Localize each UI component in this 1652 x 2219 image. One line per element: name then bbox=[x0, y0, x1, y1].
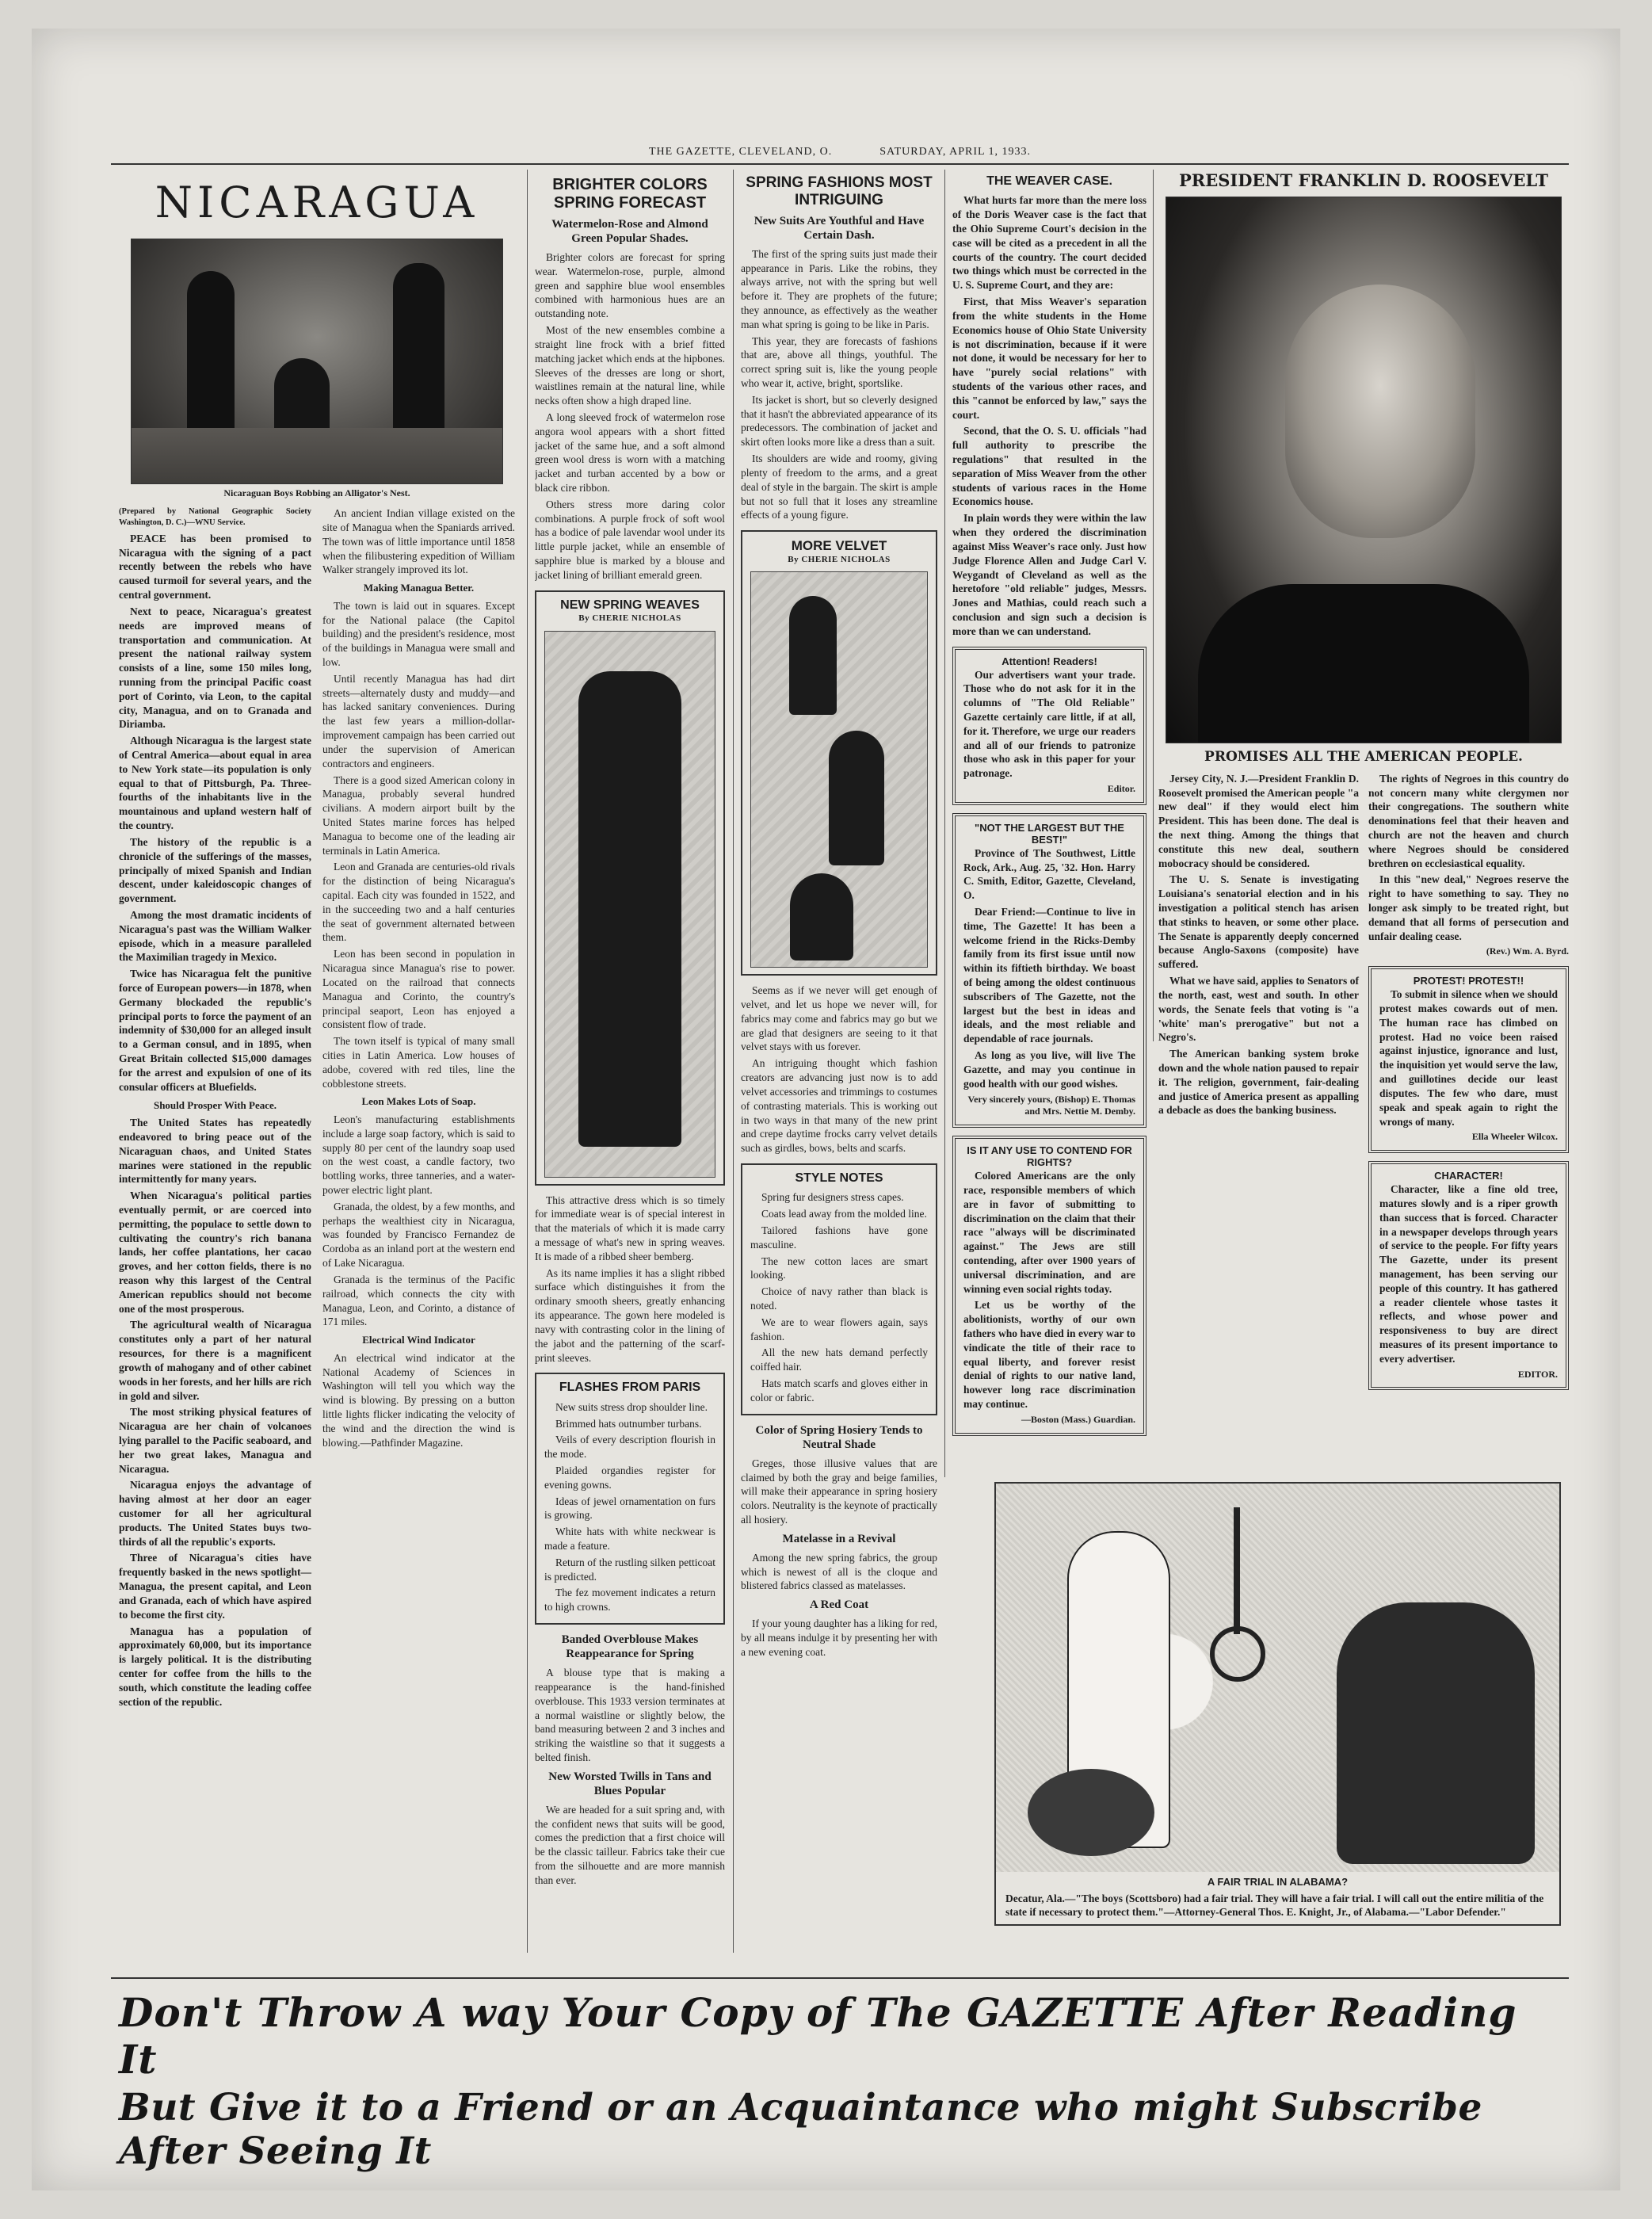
signature: —Boston (Mass.) Guardian. bbox=[1021, 1413, 1135, 1425]
paragraph: If your young daughter has a liking for red, by all means indulge it by presenting her with a new evening coat. bbox=[741, 1617, 937, 1658]
paragraph: First, that Miss Weaver's separation from the white students in the Home Economics house of Ohio State University is not discrimination, because if it were not done, it would be necessary for her to have "purely social relations" with students of the various other races, and this "cannot be enforced by law," says the court. bbox=[952, 296, 1146, 421]
issue-date: SATURDAY, APRIL 1, 1933. bbox=[879, 146, 1032, 158]
paragraph: As its name implies it has a slight ribbed surface which distinguishes it from the ordinary smooth sheers, greatly enhancing its appearance. The gown here modeled is navy with contrasting color in the lining of the jabot and the patterning of the scarf-print sleeves. bbox=[535, 1266, 725, 1364]
dress-illustration bbox=[544, 631, 715, 1178]
list-item: Tailored fashions have gone masculine. bbox=[750, 1224, 928, 1251]
photo-caption: PROMISES ALL THE AMERICAN PEOPLE. bbox=[1204, 749, 1523, 766]
list-item: All the new hats demand perfectly coiffed hair. bbox=[750, 1346, 928, 1373]
paragraph: There is a good sized American colony in Managua, probably several hundred civilians. A modern airport built by the United States marine forces has helped Managua to become one of the leading air terminals in Latin America. bbox=[322, 773, 515, 857]
subhead: Leon Makes Lots of Soap. bbox=[361, 1095, 476, 1108]
nicaragua-article bbox=[119, 170, 515, 1961]
column-rule bbox=[527, 170, 528, 1953]
paragraph: Leon's manufacturing establishments include a large soap factory, which is said to supply 80 per cent of the laundry soap used on the west coast, a candle factory, two bottling works, three tanneries, and a water-power electric light plant. bbox=[322, 1113, 515, 1197]
headline: FLASHES FROM PARIS bbox=[559, 1381, 701, 1395]
list-item: We are to wear flowers again, says fashion. bbox=[750, 1316, 928, 1342]
paragraph: PEACE has been promised to Nicaragua with the signing of a pact recently between the rebels who have caused turmoil for several years, and the central government. bbox=[119, 532, 311, 602]
headline: Attention! Readers! bbox=[1002, 655, 1097, 667]
roosevelt-col-2 bbox=[1368, 772, 1569, 1399]
protest-box bbox=[1368, 966, 1569, 1153]
paragraph: Others stress more daring color combinations. A purple frock of soft wool has a bodice of pale lavendar wool under its little purple jacket, while an ensemble of sapphire blue is marked by a blouse and jacket lining of brilliant emerald green. bbox=[535, 498, 725, 581]
paragraph: Until recently Managua has had dirt streets—alternately dusty and muddy—and has lacked sanitary conveniences. During the last few years a million-dollar-improvement campaign has been carried out under the supervision of American contractors and engineers. bbox=[322, 672, 515, 770]
paragraph: Its jacket is short, but so cleverly designed that it hasn't the abbreviated appearance of its predecessors. The combination of jacket and skirt often looks more like a dress than a suit. bbox=[741, 393, 937, 449]
paragraph: What we have said, applies to Senators of the north, east, west and south. In other words, the Senate feels that voting is "a 'white' man's prerogative" but not a Negro's. bbox=[1158, 975, 1359, 1044]
footer-rule bbox=[111, 1977, 1569, 1979]
list-item: New suits stress drop shoulder line. bbox=[555, 1400, 708, 1413]
paragraph: Seems as if we never will get enough of velvet, and let us hope we never will, for fabrics may come and fabrics may go but we are glad that designers are seeing to it that velvet stays with us forever. bbox=[741, 984, 937, 1053]
list-item: Plaided organdies register for evening gowns. bbox=[544, 1464, 715, 1491]
footer-line-2: But Give it to a Friend or an Acquaintance who might Subscribe After Seeing It bbox=[119, 2086, 1482, 2173]
paragraph: The agricultural wealth of Nicaragua constitutes only a part of her natural resources, for there is a magnificent growth of mahogany and of other cabinet woods in her forests, and her hills are rich in gold and silver. bbox=[119, 1319, 311, 1402]
byline: By CHERIE NICHOLAS bbox=[788, 554, 891, 564]
paragraph: Among the new spring fabrics, the group which is newest of all is the cloque and blistered fabrics classed as matelasses. bbox=[741, 1551, 937, 1592]
paragraph: Three of Nicaragua's cities have frequently basked in the news spotlight—Managua, the present capital, and Leon and Granada, each of which have aspired to become the first city. bbox=[119, 1552, 311, 1621]
signature: EDITOR. bbox=[1517, 1368, 1558, 1380]
paragraph: A blouse type that is making a reappearance is the hand-finished overblouse. This 1933 version terminates at a normal waistline or slightly below, the band measuring between 2 and 3 inches and striking the waistline so that it suggests a belted finish. bbox=[535, 1667, 725, 1763]
paragraph: The U. S. Senate is investigating Louisiana's senatorial election and in his investigation a political stench has arisen that stinks to heaven, or some other place. The Senate is apparently deeply concerned because Anglo-Saxons (composite) have suffered. bbox=[1158, 873, 1359, 971]
headline: "NOT THE LARGEST BUT THE BEST!" bbox=[975, 821, 1124, 846]
paragraph: Let us be worthy of the abolitionists, worthy of our own fathers who have died in every war to vindicate the title of their race to equal liberty, and forever resist denial of rights to our native land, however long race discrimination may continue. bbox=[963, 1299, 1135, 1411]
paragraph: The United States has repeatedly endeavored to bring peace out of the Nicaraguan chaos, and United States marines were stationed in the republic intermittently for many years. bbox=[119, 1117, 311, 1186]
headline: CHARACTER! bbox=[1434, 1170, 1503, 1182]
paragraph: Dear Friend:—Continue to live in time, The Gazette! It has been a welcome friend in the Ricks-Demby family from its first issue until now within its fiftieth birthday. We boast of being among the oldest continuous subscribers of The Gazette, not the largest but the best in ideas and ideals, and the most reliable and dependable of race journals. bbox=[963, 905, 1135, 1045]
paragraph: Nicaragua enjoys the advantage of having almost at her door an eager customer for all her agricultural products. The United States buys two-thirds of all the republic's exports. bbox=[119, 1479, 311, 1548]
list-item: The new cotton laces are smart looking. bbox=[750, 1255, 928, 1281]
column-rule bbox=[1153, 170, 1154, 1041]
fashion-column-left bbox=[535, 170, 725, 1961]
not-largest-box bbox=[952, 813, 1146, 1128]
paragraph: To submit in silence when we should protest makes cowards out of men. The human race has climbed on protest. Had no voice been raised against injustice, ignorance and lust, the inquisition yet would serve the law, and guillotines decide our least disputes. The few who dare, must speak and speak again to right the wrongs of many. bbox=[1379, 988, 1558, 1128]
list-item: Spring fur designers stress capes. bbox=[761, 1191, 904, 1204]
cartoon-mob-figure bbox=[1337, 1602, 1535, 1864]
headline: MORE VELVET bbox=[791, 538, 887, 554]
paragraph: This year, they are forecasts of fashions that are, above all things, youthful. The correct spring suit is, like the young people who wear it, active, bright, sportslike. bbox=[741, 334, 937, 389]
list-item: White hats with white neckwear is made a feature. bbox=[544, 1526, 715, 1553]
paragraph: The town itself is typical of many small cities in Latin America. Low houses of adobe, covered with red tiles, line the cobblestone streets. bbox=[322, 1035, 515, 1090]
paragraph: Granada, the oldest, by a few months, and perhaps the wealthiest city in Nicaragua, was founded by Francisco Fernandez de Cordoba as an inland port at the western end of Lake Nicaragua. bbox=[322, 1200, 515, 1270]
column-rule bbox=[733, 170, 734, 1953]
paragraph: The American banking system broke down and the whole nation paused to repair it. The religion, government, fair-dealing and justice of America present as appalling a debacle as does the banking business. bbox=[1158, 1048, 1359, 1117]
paragraph: Province of The Southwest, Little Rock, Ark., Aug. 25, '32. Hon. Harry C. Smith, Editor, Gazette, Cleveland, O. bbox=[963, 846, 1135, 902]
spring-weaves-box bbox=[535, 590, 725, 1186]
headline: STYLE NOTES bbox=[795, 1171, 883, 1185]
masthead bbox=[111, 146, 1569, 165]
headline: THE WEAVER CASE. bbox=[986, 174, 1112, 188]
list-item: Hats match scarfs and gloves either in color or fabric. bbox=[750, 1377, 928, 1404]
paragraph: An electrical wind indicator at the National Academy of Sciences in Washington will tell you which way the wind is blowing. By pressing on a button little lights flicker indicating the velocity of the wind and the direction the wind is blowing.—Pathfinder Magazine. bbox=[322, 1351, 515, 1449]
paragraph: An ancient Indian village existed on the site of Managua when the Spaniards arrived. The town was of little importance until 1858 when the filibustering expedition of William Walker strangely improved its lot. bbox=[322, 507, 515, 576]
headline: BRIGHTER COLORS SPRING FORECAST bbox=[552, 176, 708, 212]
nicaragua-title: NICARAGUA bbox=[155, 178, 479, 227]
paragraph: Although Nicaragua is the largest state of Central America—about equal in area to New York state—its population is only equal to that of Pittsburgh, Pa. Three-fourths of the inhabitants live in the mountainous and upland western half of the country. bbox=[119, 735, 311, 832]
subhead: Making Managua Better. bbox=[363, 582, 475, 594]
signature: (Rev.) Wm. A. Byrd. bbox=[1486, 945, 1569, 957]
paragraph: Character, like a fine old tree, matures slowly and is a riper growth than success that is forced. Character in a newspaper develops through years of service to the people. For fifty years The Gazette, under its present management, has been serving our people of this country. It has gathered a reader clientele whose tastes it reflects, and whose power and responsiveness to buy are direct measures of its present importance to every advertiser. bbox=[1379, 1183, 1558, 1365]
column-rule bbox=[944, 170, 945, 1477]
byline: By CHERIE NICHOLAS bbox=[578, 613, 681, 624]
subhead: Electrical Wind Indicator bbox=[362, 1334, 475, 1346]
any-use-box bbox=[952, 1136, 1146, 1436]
subhead: Should Prosper With Peace. bbox=[153, 1098, 277, 1111]
paragraph: Next to peace, Nicaragua's greatest needs are improved means of transportation and communication. At present the national railway system consists of a line, some 150 miles long, running from the principal Pacific coast port of Corinto, via Leon, to the capital city, Managua, and on to Granada and Diriamba. bbox=[119, 605, 311, 731]
paragraph: Managua has a population of approximately 60,000, but its importance is largely political. It is the distributing center for coffee from the hills to the south, which constitute the leading coffee section of the republic. bbox=[119, 1625, 311, 1708]
signature: Ella Wheeler Wilcox. bbox=[1471, 1131, 1558, 1143]
paragraph: Leon has been second in population in Nicaragua since Managua's rise to power. Located on the railroad that connects Managua and Corinto, the country's principal seaport, Leon has enjoyed a consistent flow of trade. bbox=[322, 948, 515, 1031]
subhead: Matelasse in a Revival bbox=[782, 1532, 896, 1545]
nicaragua-col-2 bbox=[322, 506, 515, 1711]
subhead: A Red Coat bbox=[809, 1598, 869, 1612]
paragraph: Colored Americans are the only race, responsible members of which are in favor of submitting to discrimination on the claim that their race "always will be discriminated against." The Jews are still contending, after over 1900 years of universal discrimination, and are winning even social rights today. bbox=[963, 1170, 1135, 1295]
paragraph: Granada is the terminus of the Pacific railroad, which connects the city with Managua, Leon, and Corinto, a distance of 171 miles. bbox=[322, 1273, 515, 1328]
paragraph: The rights of Negroes in this country do not concern many white clergymen nor their congregations. The southern white denominations feel that their heaven and church are not the heaven and church where Negroes should be considered brethren on ecclesiastical equality. bbox=[1368, 772, 1569, 869]
roosevelt-col-1 bbox=[1158, 772, 1359, 1399]
paragraph: Brighter colors are forecast for spring wear. Watermelon-rose, purple, almond green and sapphire blue wool ensembles combined with harmonious hues are an outstanding note. bbox=[535, 251, 725, 320]
paragraph: In plain words they were within the law when they ordered the discrimination against Miss Weaver's race only. Just how Judge Florence Allen and Judge Carl V. Weygandt of Cleveland as well as the heretofore "old reliable" judges, Messrs. Jones and Mathias, could reach such a conclusion and sign such a decision is more than we can understand. bbox=[952, 512, 1146, 637]
paragraph: Second, that the O. S. U. officials "had full authority to prescribe the regulations" that resulted in the separation of Miss Weaver from the other students of various races in the Home Economics house. bbox=[952, 425, 1146, 508]
paragraph: The first of the spring suits just made their appearance in Paris. Like the robins, they always arrive, not with the spring but well before it. They are prophets of the future; they announce, as effectively as the weather man what spring is going to be like in Paris. bbox=[741, 247, 937, 330]
paragraph: A long sleeved frock of watermelon rose angora wool appears with a short fitted jacket of the same hue, and a soft almond green wool dress is worn with a matching jacket and turban accented by a bow or black cire ribbon. bbox=[535, 411, 725, 494]
subhead: Banded Overblouse Makes Reappearance for Spring bbox=[561, 1633, 699, 1661]
paragraph: This attractive dress which is so timely for immediate wear is of special interest in that the materials of which it is made carry a message of what's new in spring weaves. It is made of a ribbed sheer bemberg. bbox=[535, 1194, 725, 1262]
paragraph: Jersey City, N. J.—President Franklin D. Roosevelt promised the American people "a new deal" if they would elect him President. This has been done. The deal is the next thing. Among the things that constitute this new deal, southern mobocracy should be considered. bbox=[1158, 772, 1359, 869]
alabama-cartoon bbox=[994, 1482, 1561, 1926]
paragraph: We are headed for a suit spring and, with the confident news that suits will be good, comes the prediction that a first choice will be the classic tailleur. Fabrics take their cue from the silhouette and are more mannish than ever. bbox=[535, 1803, 725, 1886]
fashion-column-right bbox=[741, 170, 937, 1961]
roosevelt-portrait bbox=[1166, 197, 1562, 743]
list-item: Ideas of jewel ornamentation on furs is growing. bbox=[544, 1495, 715, 1522]
subhead: Watermelon-Rose and Almond Green Popular Shades. bbox=[551, 218, 708, 245]
roosevelt-article bbox=[1158, 170, 1569, 1469]
list-item: Coats lead away from the molded line. bbox=[761, 1208, 927, 1220]
character-box bbox=[1368, 1161, 1569, 1390]
paragraph: When Nicaragua's political parties eventually permit, or are coerced into permitting, the populace to settle down to cultivating the country's rich banana lands, her coffee plantations, her cacao groves, and her cotton fields, there is no reason why this largest of the Central American republics should not become one of the most prosperous. bbox=[119, 1190, 311, 1315]
cartoon-caption: Decatur, Ala.—"The boys (Scottsboro) had a fair trial. They will have a fair trial. I will call out the entire militia of the state if necessary to protect them."—Attorney-General Thos. E. Knight, Jr., of Alabama.—"Labor Defender." bbox=[1005, 1892, 1544, 1919]
paragraph: The history of the republic is a chronicle of the sufferings of the masses, principally of mixed Spanish and Indian descent, under kaleidoscopic changes of government. bbox=[119, 835, 311, 905]
paragraph: The most striking physical features of Nicaragua are her chain of volcanoes lying parallel to the Pacific seaboard, and her two great lakes, Managua and Nicaragua. bbox=[119, 1406, 311, 1475]
style-notes-box bbox=[741, 1163, 937, 1415]
signature: Very sincerely yours, (Bishop) E. Thomas and Mrs. Nettie M. Demby. bbox=[967, 1093, 1135, 1117]
attention-box bbox=[952, 647, 1146, 805]
list-item: Veils of every description flourish in the mode. bbox=[544, 1434, 715, 1461]
paragraph: The town is laid out in squares. Except for the National palace (the Capitol building) and the president's residence, most of the buildings in Managua were small and low. bbox=[322, 599, 515, 668]
more-velvet-box bbox=[741, 530, 937, 976]
photo-caption: Nicaraguan Boys Robbing an Alligator's Nest. bbox=[223, 487, 410, 499]
headline: PROTEST! PROTEST!! bbox=[1413, 975, 1524, 987]
list-item: Choice of navy rather than black is noted. bbox=[750, 1285, 928, 1312]
cartoon-title: A FAIR TRIAL IN ALABAMA? bbox=[1207, 1875, 1349, 1888]
paragraph: Among the most dramatic incidents of Nicaragua's past was the William Walker episode, which in a measure paralleled the Maximilian tragedy in Mexico. bbox=[119, 908, 311, 964]
nicaragua-col-1 bbox=[119, 506, 311, 1711]
subhead: New Suits Are Youthful and Have Certain Dash. bbox=[754, 214, 925, 242]
headline: PRESIDENT FRANKLIN D. ROOSEVELT bbox=[1178, 170, 1549, 190]
paragraph: Twice has Nicaragua felt the punitive force of European powers—in 1878, when Germany blockaded the republic's principal ports to force the payment of an indemnity of $30,000 for an alleged insult to a German consul, and in 1895, when Great Britain collected $15,000 damages for the arrest and expulsion of one of its consular officers at Bluefields. bbox=[119, 968, 311, 1093]
subhead: Color of Spring Hosiery Tends to Neutral Shade bbox=[755, 1423, 923, 1451]
footer-banner bbox=[119, 1989, 1569, 2173]
list-item: The fez movement indicates a return to high crowns. bbox=[544, 1587, 715, 1614]
paragraph: An intriguing thought which fashion creators are advancing just now is to add velvet accessories and trimmings to costumes of contrasting materials. This is working out in two ways in that many of the new print and crepe daytime frocks carry velvet details such as girdles, bows, belts and scarfs. bbox=[741, 1057, 937, 1155]
flashes-box bbox=[535, 1373, 725, 1625]
noose-icon bbox=[1210, 1626, 1265, 1682]
paragraph: Greges, those illusive values that are claimed by both the gray and beige families, will make their appearance in spring hosiery colors. Neutrality is the keynote of practically all hosiery. bbox=[741, 1457, 937, 1526]
paragraph: As long as you live, will live The Gazette, and may you continue in good health with our good wishes. bbox=[963, 1049, 1135, 1090]
headline: SPRING FASHIONS MOST INTRIGUING bbox=[746, 174, 933, 208]
alligator-nest-photo bbox=[131, 239, 503, 484]
paragraph: Most of the new ensembles combine a straight line frock with a brief fitted matching jacket which ends at the hipbones. Sleeves of the dresses are long or short, waistlines remain at the natural line, while necks often show a high draped line. bbox=[535, 324, 725, 407]
paragraph: Our advertisers want your trade. Those who do not ask for it in the columns of "The Old Reliable" Gazette certainly care little, if at all, for it. Therefore, we urge our readers and all of our friends to patronize those who ask in this paper for your patronage. bbox=[963, 668, 1135, 780]
paper-name: THE GAZETTE, CLEVELAND, O. bbox=[648, 146, 833, 158]
paragraph: Its shoulders are wide and roomy, giving plenty of freedom to the arms, and a great deal of style in the bargain. The skirt is ample but not so full that it loses any streamline effects of a young figure. bbox=[741, 453, 937, 521]
signature: Editor. bbox=[1107, 783, 1135, 795]
paragraph: Leon and Granada are centuries-old rivals for the distinction of being Nicaragua's capital. Each city was founded in 1522, and in the succeeding two and a half centuries the seat of government alternated between them. bbox=[322, 861, 515, 944]
list-item: Brimmed hats outnumber turbans. bbox=[555, 1417, 702, 1430]
paragraph: What hurts far more than the mere loss of the Doris Weaver case is the fact that the Ohio Supreme Court's decision in the case will be cited as a precedent in all the courts of the country. The court decided two things which must be corrected in the U. S. Supreme Court, and they are: bbox=[952, 194, 1146, 292]
headline: IS IT ANY USE TO CONTEND FOR RIGHTS? bbox=[967, 1144, 1132, 1169]
headline: NEW SPRING WEAVES bbox=[560, 598, 700, 612]
velvet-illustration bbox=[750, 571, 928, 968]
list-item: Return of the rustling silken petticoat is predicted. bbox=[544, 1556, 715, 1583]
editorial-column bbox=[952, 170, 1146, 1477]
article-source: (Prepared by National Geographic Society Washington, D. C.)—WNU Service. bbox=[119, 507, 311, 527]
paragraph: In this "new deal," Negroes reserve the right to have something to say. They no longer ask simply to be treated right, but demand that all forms of persecution and unfair dealing cease. bbox=[1368, 873, 1569, 942]
footer-line-1: Don't Throw A way Your Copy of The GAZETTE After Reading It bbox=[119, 1989, 1517, 2083]
subhead: New Worsted Twills in Tans and Blues Popular bbox=[548, 1770, 712, 1797]
